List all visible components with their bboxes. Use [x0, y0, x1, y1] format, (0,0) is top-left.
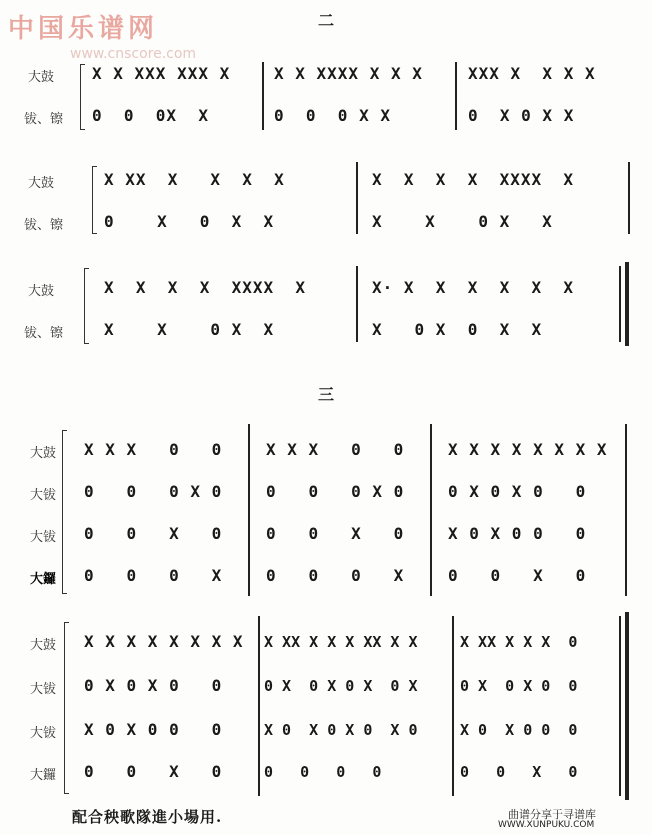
instrument-label: 大鼓 — [30, 446, 57, 461]
measure: X X X X XXXX X — [104, 278, 307, 297]
staff-row — [0, 62, 652, 86]
measure: X X XXXX X X X — [274, 64, 423, 83]
measure: 0 X 0 X X — [468, 106, 575, 125]
staff-row — [0, 104, 652, 128]
instrument-label: 大钹 — [30, 726, 57, 741]
staff-row — [0, 522, 652, 546]
measure: 0 0 X 0 — [84, 762, 223, 781]
brand-url: WWW.XUNPUKU.COM — [498, 820, 595, 830]
measure: X 0 X 0 0 0 — [448, 524, 587, 543]
measure: X 0 X 0 0 0 — [84, 720, 223, 739]
measure: X X 0 X X — [372, 212, 553, 231]
measure: 0 0 0 X — [266, 566, 405, 585]
staff-row — [0, 168, 652, 192]
measure: X X X X XXXX X — [372, 170, 575, 189]
measure: X XX X X X 0 — [460, 633, 578, 651]
measure: X· X X X X X X — [372, 278, 575, 297]
measure: 0 X 0 X 0 0 — [460, 677, 578, 695]
instrument-label: 钹、镲 — [24, 112, 64, 127]
measure: 0 0 0 X — [84, 566, 223, 585]
measure: X XX X X X X — [104, 170, 285, 189]
staff-row — [0, 438, 652, 462]
measure: X X 0 X X — [104, 320, 275, 339]
staff-row — [0, 564, 652, 588]
instrument-label: 大鼓 — [28, 284, 55, 299]
staff-row — [0, 674, 652, 698]
staff-row — [0, 630, 652, 654]
instrument-label: 大钹 — [30, 682, 57, 697]
instrument-label: 钹、镲 — [24, 326, 64, 341]
measure: X X X 0 0 — [84, 440, 223, 459]
instrument-label: 钹、镲 — [24, 218, 64, 233]
brand-text: 曲谱分享于寻谱库 — [508, 808, 596, 821]
measure: 0 0 X 0 — [266, 524, 405, 543]
measure: 0 X 0 X X — [104, 212, 275, 231]
section-3-number: 三 — [318, 385, 336, 404]
staff-row — [0, 760, 652, 784]
section-2-number: 二 — [318, 11, 336, 30]
instrument-label: 大鑼 — [30, 572, 57, 587]
watermark-url: www.cnscore.com — [70, 46, 197, 62]
measure: 0 0 0X X — [92, 106, 209, 125]
measure: X X X X X X X X — [448, 440, 608, 459]
staff-row — [0, 276, 652, 300]
measure: X XX X X X XX X X — [264, 633, 418, 651]
performance-note: 配合秧歌隊進小場用. — [72, 808, 223, 826]
staff-row — [0, 210, 652, 234]
measure: 0 0 0 X 0 — [266, 482, 405, 501]
measure: 0 X 0 X 0 0 — [448, 482, 587, 501]
staff-row — [0, 480, 652, 504]
instrument-label: 大鼓 — [28, 70, 55, 85]
measure: X 0 X 0 X X — [372, 320, 543, 339]
measure: 0 0 X 0 — [460, 763, 578, 781]
measure: 0 0 X 0 — [84, 524, 223, 543]
measure: 0 X 0 X 0 0 — [84, 676, 223, 695]
instrument-label: 大鑼 — [30, 768, 57, 783]
measure: X X XXX XXX X — [92, 64, 231, 83]
measure: X 0 X 0 0 0 — [460, 721, 578, 739]
measure: 0 X 0 X 0 X 0 X — [264, 677, 418, 695]
watermark-logo: 中国乐谱网 — [8, 14, 159, 44]
measure: 0 0 X 0 — [448, 566, 587, 585]
measure: X X X 0 0 — [266, 440, 405, 459]
measure: 0 0 0 X 0 — [84, 482, 223, 501]
measure: X X X X X X X X — [84, 632, 244, 651]
staff-row — [0, 718, 652, 742]
measure: 0 0 0 X X — [274, 106, 391, 125]
instrument-label: 大钹 — [30, 530, 57, 545]
instrument-label: 大鼓 — [30, 638, 57, 653]
staff-row — [0, 318, 652, 342]
measure: XXX X X X X — [468, 64, 596, 83]
measure: X 0 X 0 X 0 X 0 — [264, 721, 418, 739]
instrument-label: 大钹 — [30, 488, 57, 503]
instrument-label: 大鼓 — [28, 176, 55, 191]
measure: 0 0 0 0 — [264, 763, 382, 781]
